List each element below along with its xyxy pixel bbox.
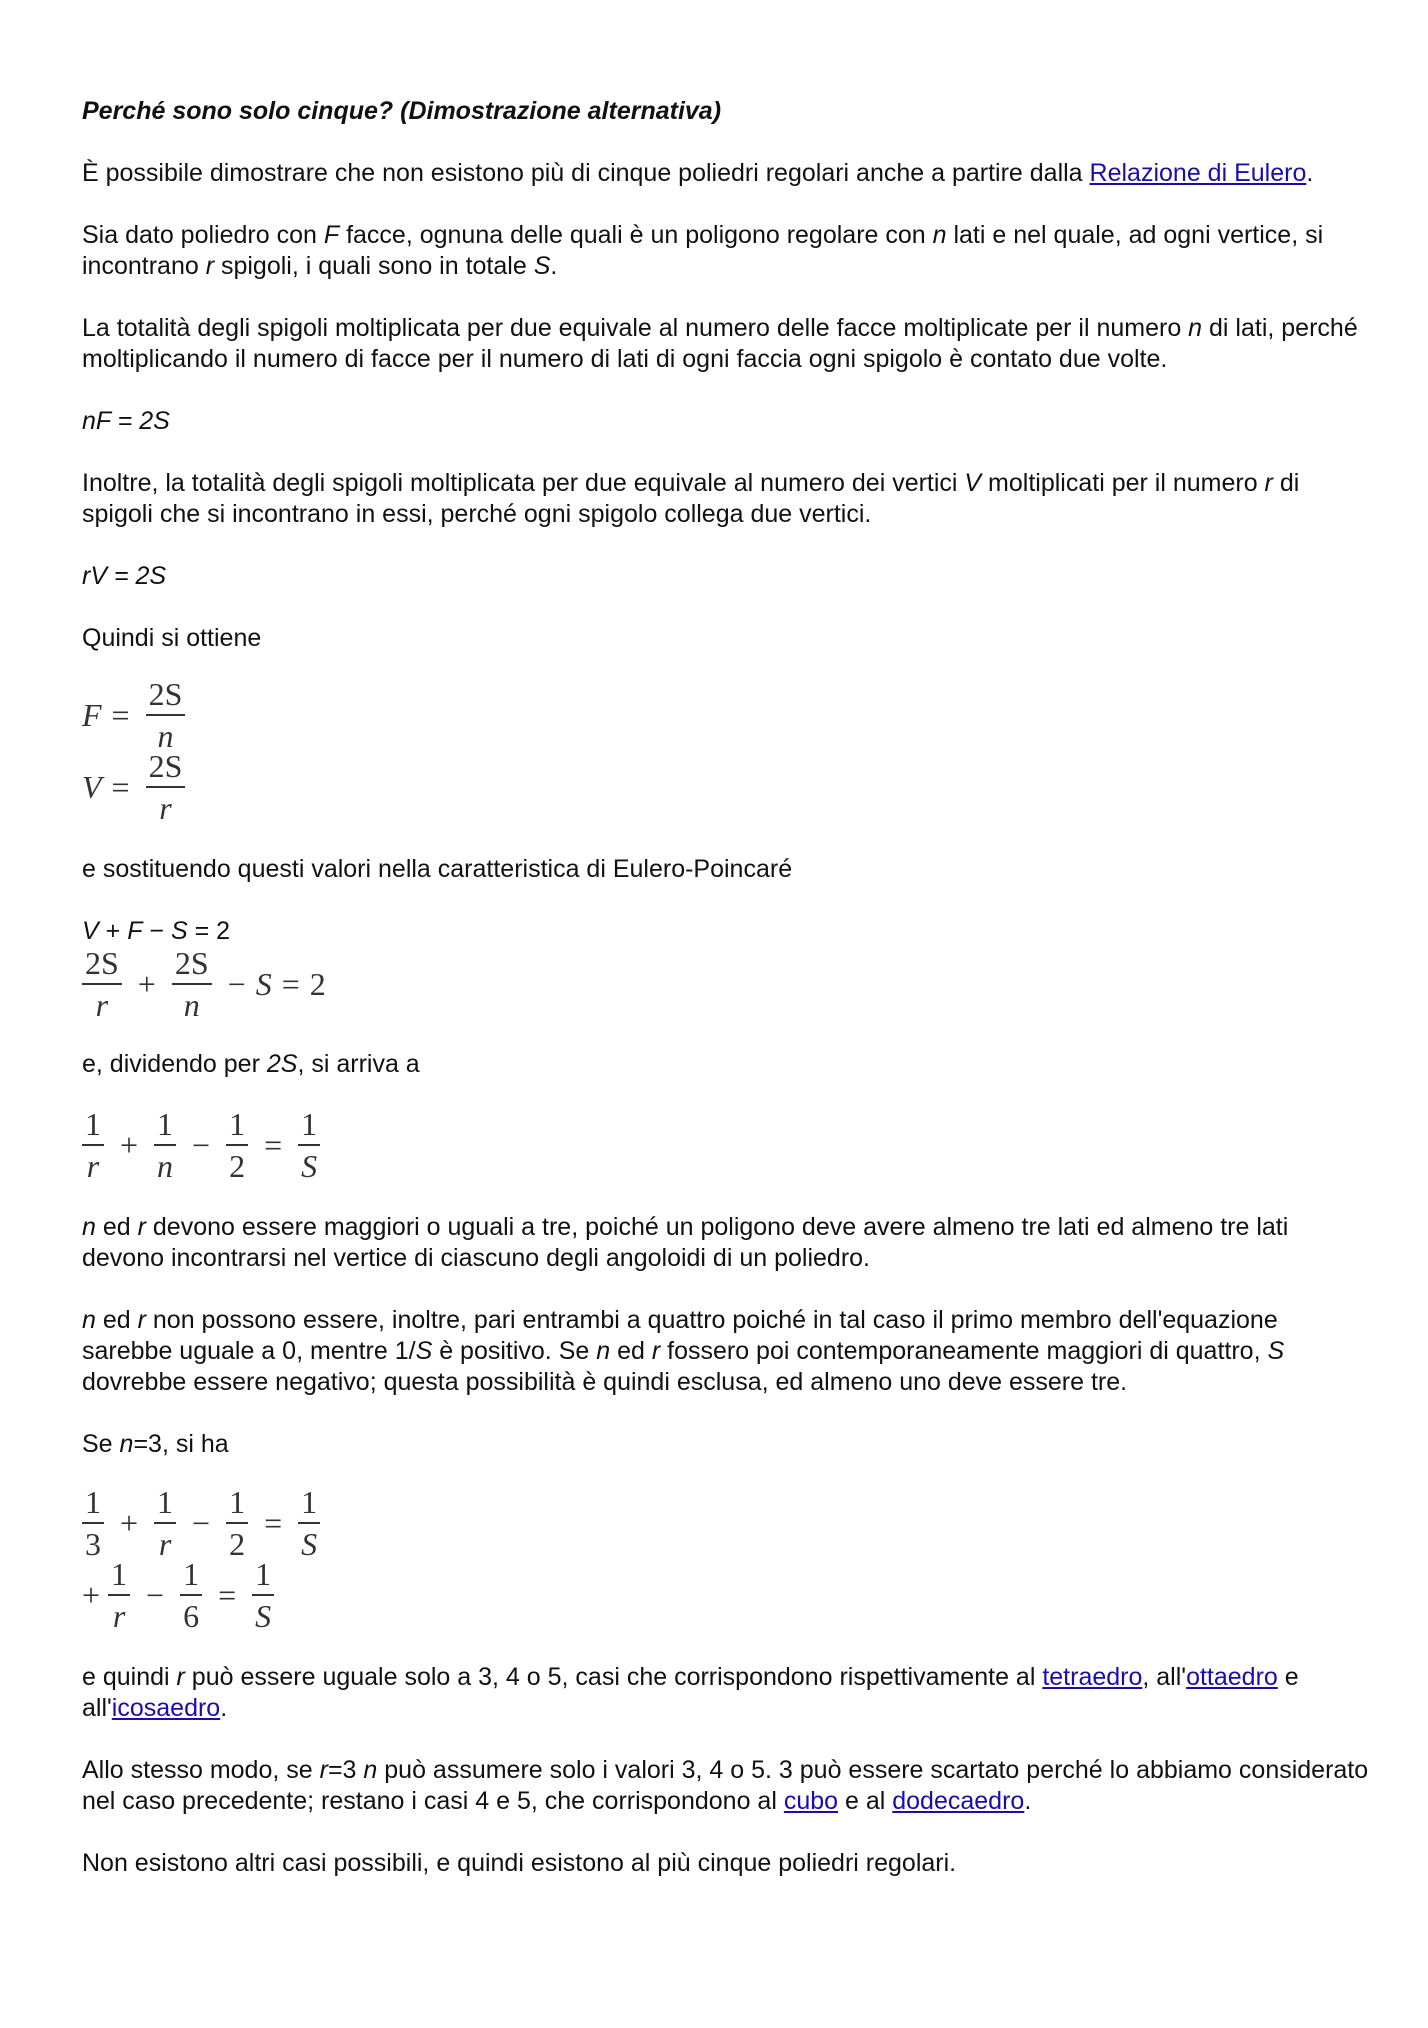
text: Inoltre, la totalità degli spigoli moltiplicata per due equivale al numero dei vertici — [82, 469, 965, 497]
text: È possibile dimostrare che non esistono più di cinque poliedri regolari anche a partire dalla — [82, 159, 1090, 187]
text: La totalità degli spigoli moltiplicata per due equivale al numero delle facce moltiplicate per il numero — [82, 314, 1189, 342]
text: dovrebbe essere negativo; questa possibilità è quindi esclusa, ed almeno uno deve essere tre. — [82, 1368, 1128, 1396]
fraction — [82, 1486, 104, 1560]
var: F — [127, 917, 143, 945]
formula-f-v — [82, 678, 1372, 824]
var: n — [596, 1337, 611, 1365]
text: =3 — [327, 1756, 364, 1784]
var: r — [651, 1337, 661, 1365]
document-page — [82, 96, 1372, 1879]
operator: − — [142, 917, 171, 945]
fraction — [146, 678, 186, 752]
link-ottaedro[interactable]: ottaedro — [1186, 1663, 1278, 1691]
operator: = — [264, 1127, 283, 1163]
text: ed — [95, 1306, 138, 1334]
text: =3, si ha — [133, 1430, 229, 1458]
denominator: r — [159, 790, 172, 826]
formula-n3-line1 — [76, 1486, 1372, 1560]
operator: = — [111, 697, 130, 733]
text: devono essere maggiori o uguali a tre, poiché un poligono deve avere almeno tre lati ed almeno tre lati devono incontrarsi nel vertice di ciascuno degli angoloidi di un poliedro. — [82, 1213, 1289, 1272]
operator: = — [218, 1577, 237, 1613]
text: Sia dato poliedro con — [82, 221, 324, 249]
paragraph-almeno-tre — [82, 1212, 1372, 1274]
var: F — [82, 697, 102, 733]
var: n — [82, 1213, 96, 1241]
text: di lati, perché moltiplicando il numero di facce per il numero di lati di ogni faccia ogni spigolo è contato due volte. — [82, 314, 1358, 373]
numerator: 1 — [82, 1486, 104, 1524]
fraction — [172, 947, 212, 1021]
paragraph-definitions — [82, 220, 1372, 282]
var: r — [176, 1663, 185, 1691]
formula-f-line — [82, 678, 1372, 752]
link-tetraedro[interactable]: tetraedro — [1042, 1663, 1143, 1691]
equation-rv: rV = 2S — [82, 562, 167, 590]
numerator: 2S — [146, 678, 186, 716]
numerator: 1 — [154, 1486, 176, 1524]
var: S — [415, 1337, 433, 1365]
operator: − — [192, 1505, 211, 1541]
operator: + — [98, 917, 128, 945]
text: moltiplicati per il numero — [981, 469, 1265, 497]
numerator: 2S — [146, 750, 186, 788]
text: e, dividendo per — [82, 1050, 267, 1078]
paragraph-r-values — [82, 1662, 1372, 1724]
operator: + — [82, 1577, 101, 1613]
var: n — [1188, 314, 1203, 342]
text: Se — [82, 1430, 120, 1458]
fraction — [146, 750, 186, 824]
equation-euler — [82, 916, 1372, 947]
numerator: 1 — [298, 1108, 320, 1146]
denominator: r — [95, 987, 109, 1023]
paragraph-dividendo — [82, 1049, 1372, 1080]
var: n — [932, 221, 947, 249]
numerator: 1 — [82, 1108, 104, 1146]
numerator: 2S — [82, 947, 122, 985]
fraction — [154, 1486, 176, 1560]
text: = 2 — [187, 917, 231, 945]
var: n — [119, 1430, 134, 1458]
denominator: n — [157, 718, 174, 754]
paragraph-intro — [82, 158, 1372, 189]
numerator: 1 — [108, 1558, 130, 1596]
formula-v-line — [82, 750, 1372, 824]
denominator: 2 — [229, 1148, 246, 1184]
var: n — [82, 1306, 96, 1334]
text: . — [220, 1694, 228, 1722]
denominator: r — [158, 1526, 172, 1562]
text: e quindi — [82, 1663, 177, 1691]
text: può essere uguale solo a 3, 4 o 5, casi che corrispondono rispettivamente al — [184, 1663, 1043, 1691]
text: è positivo. Se — [432, 1337, 597, 1365]
var: r — [205, 252, 215, 280]
fraction — [82, 947, 122, 1021]
operator: − — [227, 966, 246, 1002]
text: di spigoli che si incontrano in essi, perché ogni spigolo collega due vertici. — [82, 469, 1300, 528]
value: 2 — [309, 966, 326, 1002]
denominator: S — [255, 1598, 272, 1634]
link-icosaedro[interactable]: icosaedro — [111, 1694, 221, 1722]
text: ed — [95, 1213, 138, 1241]
equation-nf: nF = 2S — [82, 407, 170, 435]
numerator: 2S — [172, 947, 212, 985]
text: , si arriva a — [297, 1050, 420, 1078]
fraction — [180, 1558, 202, 1632]
var: r — [137, 1306, 146, 1334]
var: S — [255, 966, 272, 1002]
denominator: n — [157, 1148, 174, 1184]
numerator: 1 — [180, 1558, 202, 1596]
fraction — [154, 1108, 176, 1182]
paragraph-se-n3 — [82, 1429, 1372, 1460]
var: r — [1264, 469, 1273, 497]
var: F — [323, 221, 340, 249]
operator: + — [120, 1127, 139, 1163]
fraction — [82, 1108, 104, 1182]
link-cubo[interactable]: cubo — [783, 1787, 839, 1815]
denominator: 6 — [183, 1598, 200, 1634]
denominator: 3 — [85, 1526, 101, 1562]
var: V — [964, 469, 982, 497]
numerator: 1 — [226, 1108, 248, 1146]
text: facce, ognuna delle quali è un poligono regolare con — [339, 221, 933, 249]
operator: − — [146, 1577, 165, 1613]
paragraph-edges-vertices — [82, 468, 1372, 530]
denominator: n — [183, 987, 200, 1023]
var: S — [170, 917, 188, 945]
link-dodecaedro[interactable]: dodecaedro — [892, 1787, 1025, 1815]
text: non possono essere, inoltre, pari entrambi a quattro poiché in tal caso il primo membro dell'equazione sarebbe uguale a 0, mentre 1/ — [82, 1306, 1278, 1365]
fraction — [252, 1558, 274, 1632]
paragraph-conclusion: Non esistono altri casi possibili, e quindi esistono al più cinque poliedri regolari. — [82, 1849, 957, 1877]
text: . — [1024, 1787, 1032, 1815]
numerator: 1 — [252, 1558, 274, 1596]
var: n — [363, 1756, 378, 1784]
denominator: r — [86, 1148, 100, 1184]
operator: + — [137, 966, 156, 1002]
operator: = — [111, 769, 130, 805]
text: può assumere solo i valori 3, 4 o 5. 3 può essere scartato perché lo abbiamo considerato nel caso precedente; restano i casi 4 e 5, che corrispondono al — [82, 1756, 1369, 1815]
operator: − — [192, 1127, 211, 1163]
formula-n3-line2 — [76, 1558, 1372, 1632]
text: ed — [610, 1337, 652, 1365]
text: Allo stesso modo, se — [82, 1756, 320, 1784]
paragraph-sostituendo: e sostituendo questi valori nella caratteristica di Eulero-Poincaré — [82, 855, 793, 883]
numerator: 1 — [154, 1108, 176, 1146]
text: fossero poi contemporaneamente maggiori di quattro, — [660, 1337, 1268, 1365]
fraction — [226, 1108, 248, 1182]
fraction — [108, 1558, 130, 1632]
denominator: S — [301, 1526, 318, 1562]
operator: = — [264, 1505, 283, 1541]
operator: = — [281, 966, 300, 1002]
text: . — [1306, 159, 1314, 187]
var: V — [82, 769, 102, 805]
numerator: 1 — [226, 1486, 248, 1524]
var: r — [319, 1756, 328, 1784]
var: S — [533, 252, 551, 280]
fraction — [298, 1486, 320, 1560]
fraction — [298, 1108, 320, 1182]
denominator: S — [301, 1148, 318, 1184]
text: lati e nel quale, ad ogni vertice, si incontrano — [82, 221, 1324, 280]
fraction — [226, 1486, 248, 1560]
text: e al — [838, 1787, 893, 1815]
paragraph-non-quattro — [82, 1305, 1372, 1398]
text: e all' — [82, 1663, 1299, 1722]
text: , all' — [1142, 1663, 1187, 1691]
text: spigoli, i quali sono in totale — [214, 252, 534, 280]
section-title: Perché sono solo cinque? (Dimostrazione alternativa) — [82, 97, 722, 125]
var: S — [1267, 1337, 1285, 1365]
numerator: 1 — [298, 1486, 320, 1524]
denominator: 2 — [229, 1526, 246, 1562]
link-relazione-di-eulero[interactable]: Relazione di Eulero — [1089, 159, 1307, 187]
formula-reciprocals — [76, 1108, 1372, 1182]
denominator: r — [112, 1598, 126, 1634]
var: 2S — [266, 1050, 298, 1078]
operator: + — [120, 1505, 139, 1541]
text: . — [550, 252, 558, 280]
var: r — [137, 1213, 146, 1241]
paragraph-n-values — [82, 1755, 1372, 1817]
formula-n3 — [76, 1486, 1372, 1632]
paragraph-quindi: Quindi si ottiene — [82, 624, 262, 652]
formula-euler-substituted — [76, 947, 1372, 1021]
paragraph-edges-faces — [82, 313, 1372, 375]
var: V — [82, 917, 99, 945]
